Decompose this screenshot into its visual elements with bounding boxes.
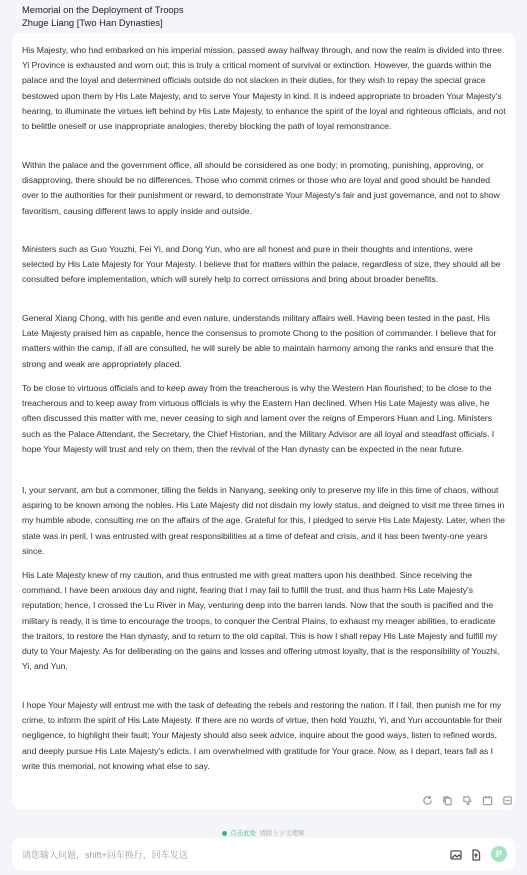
- send-button[interactable]: [491, 846, 507, 862]
- clear-context-link[interactable]: 点击此处: [230, 830, 257, 837]
- chat-input-bar[interactable]: [12, 838, 515, 870]
- paragraph-1: His Majesty, who had embarked on his imperial mission, passed away halfway through, and now the realm is divided into three. Yi Province is exhausted and worn out; this is truly a critical moment of survival or extinction. However, the guards within the palace and the loyal and determined officials outside do not slacken in their duties, for they wish to repay the special grace bestowed upon them by His Late Majesty, and to serve Your Majesty in kind. It is indeed appropriate to broaden Your Majesty's hearing, to illuminate the virtues left behind by His Late Majesty, to enhance the spirit of the loyal and righteous officials, and not to belittle oneself or use inappropriate analogies, thereby blocking the path of loyal remonstrance.: [22, 45, 506, 132]
- chat-input-placeholder[interactable]: 请您输入问题，shift+回车换行，回车发送: [22, 850, 188, 860]
- clear-context-text: 清除上下文理解: [259, 830, 305, 837]
- paragraph-2: Within the palace and the government office, all should be considered as one body; in promoting, punishing, approving, or disapproving, there should be no differences. Those who commit crimes or those who are loyal and good should be handed over to the authorities for their punishment or reward, to demonstrate Your Majesty's fair and just governance, and not to show favoritism, causing different laws to apply inside and outside.: [22, 160, 500, 216]
- paragraph-7: His Late Majesty knew of my caution, and thus entrusted me with great matters upon his deathbed. Since receiving the command, I have been anxious day and night, fearing that I may fail to fulfill the trust, and thus harm His Late Majesty's reputation; hence, I crossed the Lu River in May, venturing deep into the barren lands. Now that the south is pacified and the military is ready, it is time to encourage the troops, to conquer the Central Plains, to exhaust my meager abilities, to eradicate the traitors, to restore the Han dynasty, and to return to the old capital. This is how I shall repay His Late Majesty and fulfill my duty to Your Majesty. As for deliberating on the gains and losses and offering utmost loyalty, that is the responsibility of Youzhi, Yi, and Yun.: [22, 570, 500, 672]
- message-actions: [422, 792, 513, 808]
- clear-context-icon: [222, 831, 227, 836]
- send-icon: P: [495, 849, 502, 859]
- article-title: Memorial on the Deployment of Troops: [22, 4, 184, 15]
- regenerate-icon[interactable]: [422, 795, 433, 806]
- more-icon[interactable]: [502, 795, 513, 806]
- paragraph-5: To be close to virtuous officials and to keep away from the treacherous is why the Western Han flourished; to be close to the treacherous and to keep away from virtuous officials is why the Eastern Han declined. When His Late Majesty was alive, he often discussed this matter with me, never ceasing to sigh and lament over the reigns of Emperors Huan and Ling. Ministers such as the Palace Attendant, the Secretary, the Chief Historian, and the Military Advisor are all loyal and steadfast officials. I hope Your Majesty will trust and rely on them, then the revival of the Han dynasty can be expected in the near future.: [22, 383, 495, 454]
- article-author: Zhuge Liang [Two Han Dynasties]: [22, 17, 163, 28]
- paragraph-3: Ministers such as Guo Youzhi, Fei Yi, and Dong Yun, who are all honest and pure in their thoughts and intentions, were selected by His Late Majesty for Your Majesty. I believe that for matters within the palace, regardless of size, they should all be consulted before implementation, which will surely help to correct omissions and bring about broader benefits.: [22, 244, 501, 285]
- paragraph-6: I, your servant, am but a commoner, tilling the fields in Nanyang, seeking only to preserve my life in this time of chaos, without aspiring to be known among the nobles. His Late Majesty did not disdain my lowly status, and deigned to visit me three times in my humble abode, consulting me on the affairs of the age. Grateful for this, I pledged to serve His Late Majesty. Later, when the state was in peril, I was entrusted with great responsibilities at a time of defeat and crisis, and it has been twenty-one years since.: [22, 485, 505, 556]
- share-icon[interactable]: [482, 795, 493, 806]
- file-upload-icon[interactable]: [470, 848, 482, 860]
- image-upload-icon[interactable]: [450, 848, 462, 860]
- article-header: [22, 3, 512, 29]
- copy-icon[interactable]: [442, 795, 453, 806]
- thumbs-down-icon[interactable]: [462, 795, 473, 806]
- paragraph-4: General Xiang Chong, with his gentle and even nature, understands military affairs well. Having been tested in the past, His Late Majesty praised him as capable, hence the consensus to promote Chong to the position of commander. I believe that for matters within the camp, if all are consulted, he will surely be able to maintain harmony among the ranks and ensure that the strong and weak are appropriately placed.: [22, 313, 497, 369]
- paragraph-8: I hope Your Majesty will entrust me with the task of defeating the rebels and restoring the nation. If I fail, then punish me for my crime, to inform the spirit of His Late Majesty. If there are no words of virtue, then hold Youzhi, Yi, and Yun accountable for their negligence, to highlight their fault; Your Majesty should also seek advice, inquire about the good ways, listen to refined words, and deeply pursue His Late Majesty's edicts. I am overwhelmed with gratitude for Your grace. Now, as I depart, tears fall as I write this memorial, not knowing what else to say.: [22, 700, 503, 771]
